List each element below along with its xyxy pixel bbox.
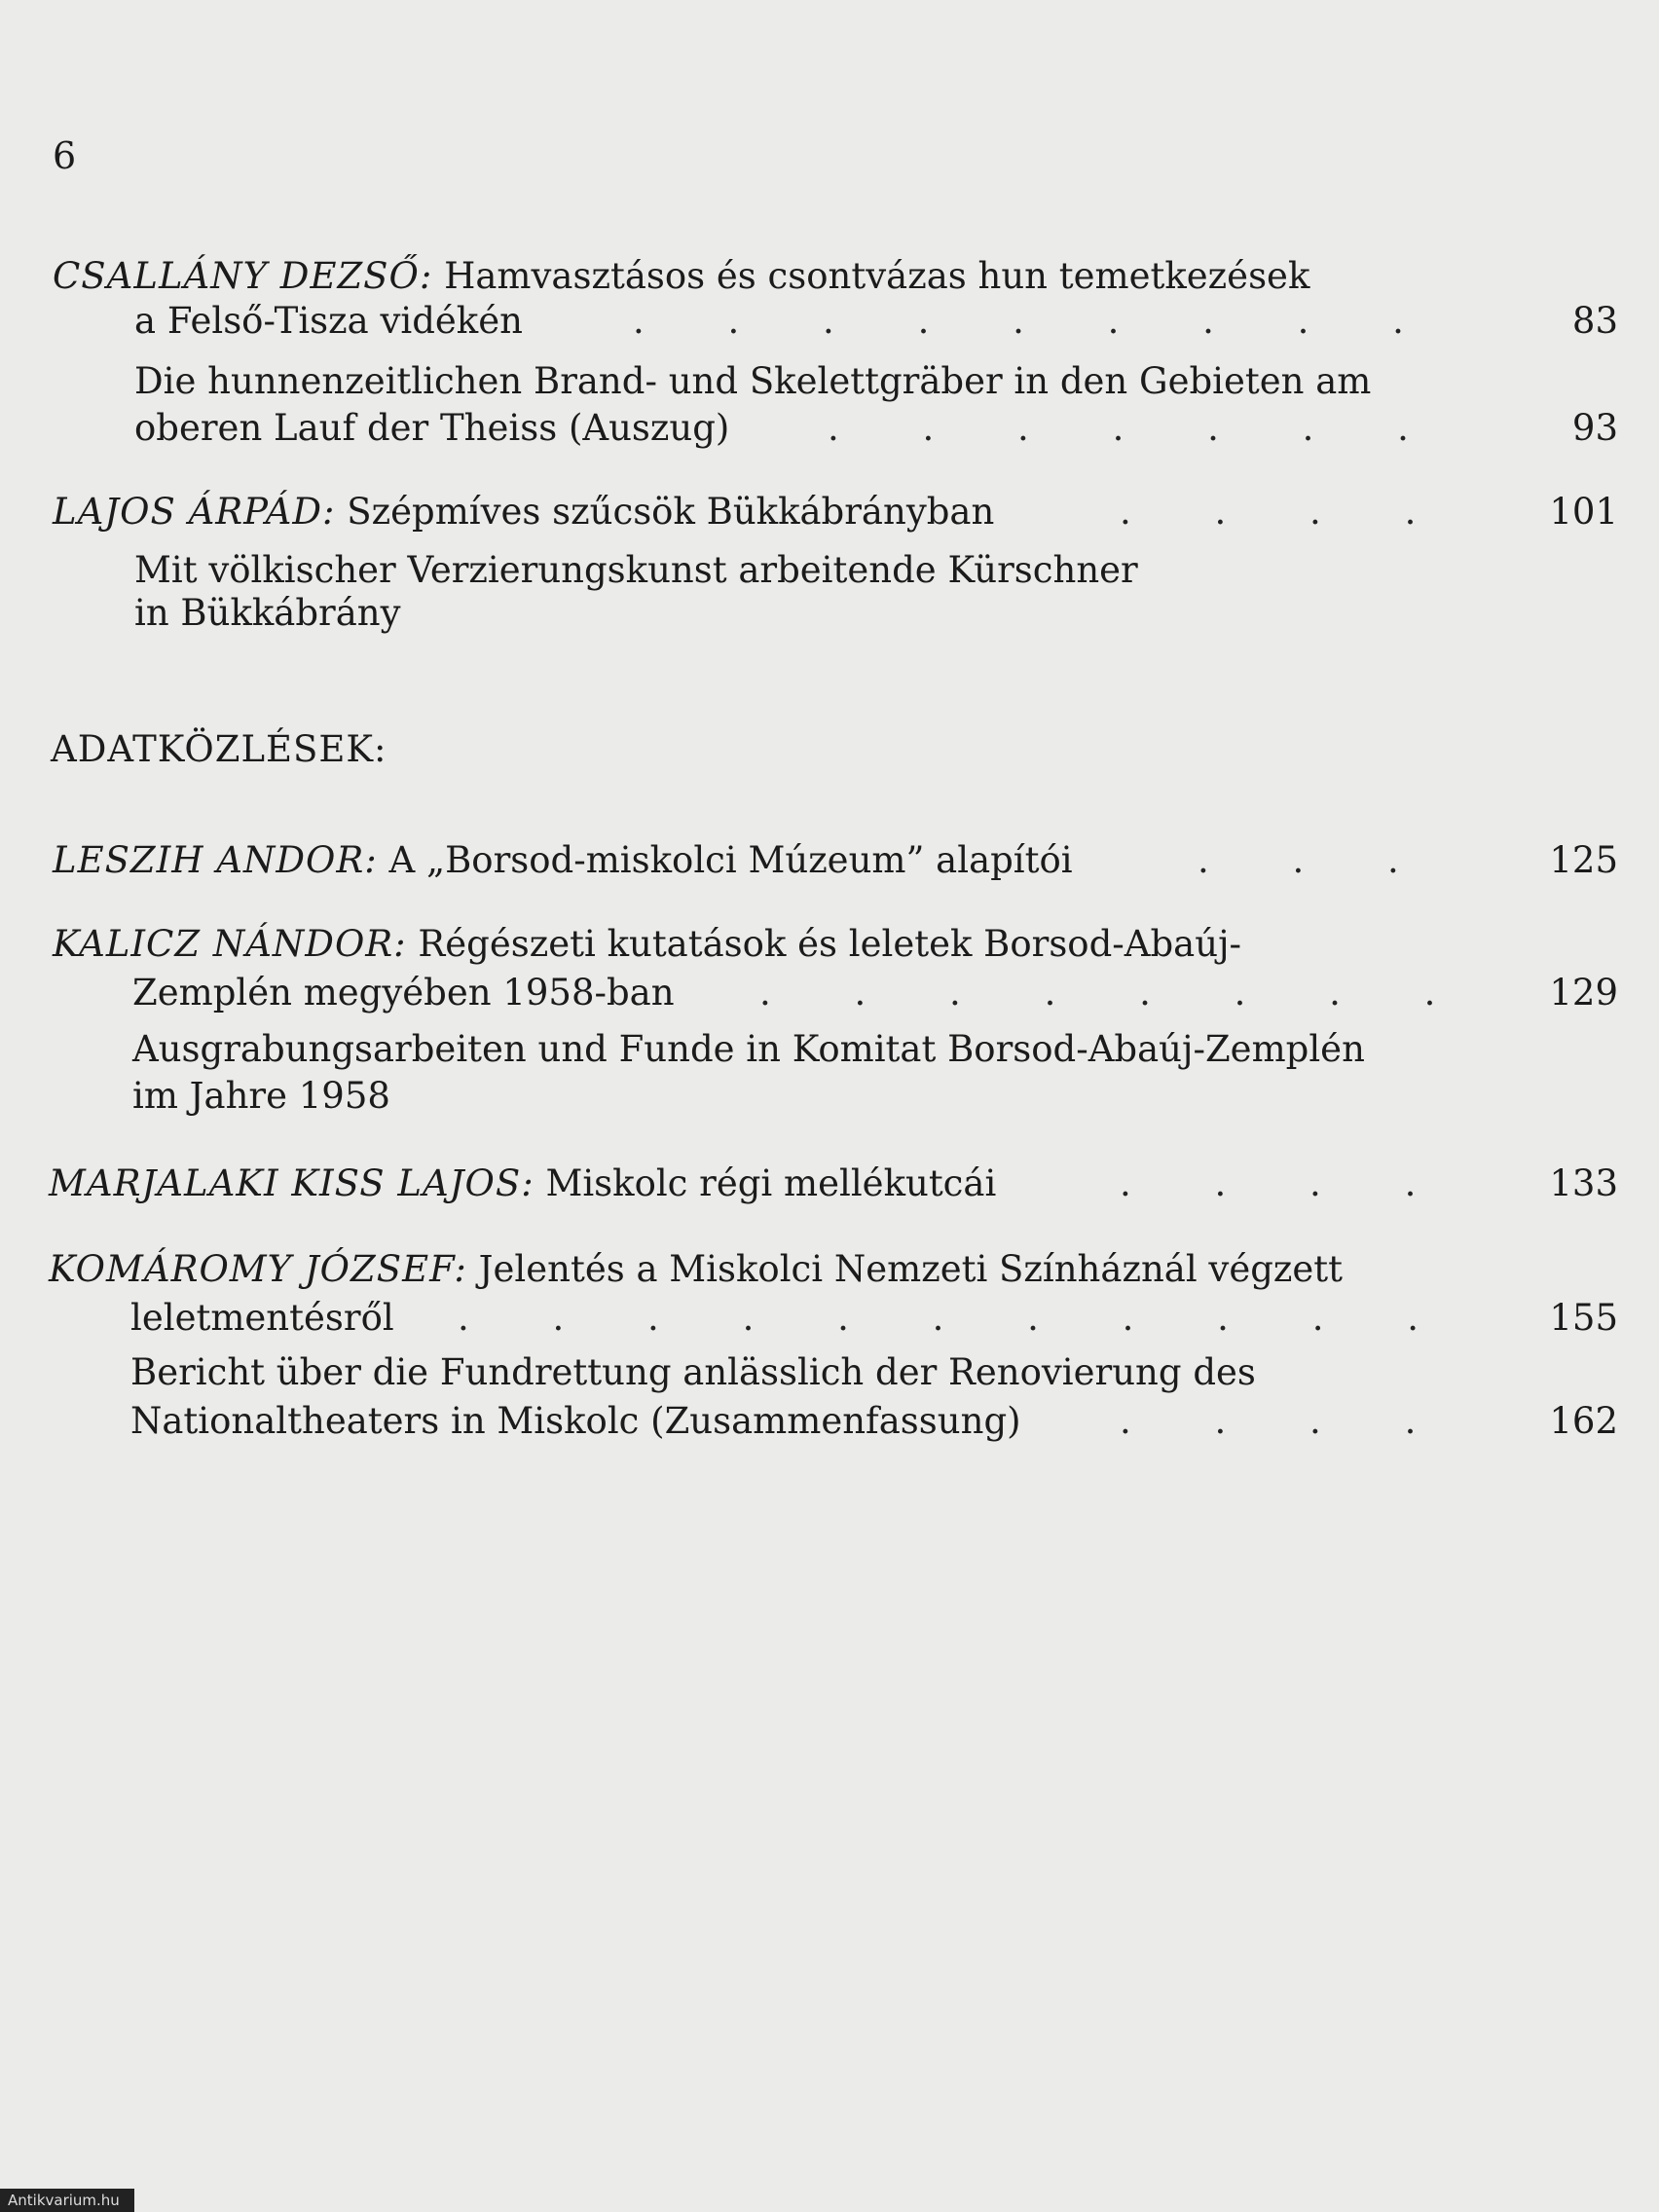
toc-line [0, 1024, 1659, 1075]
entry-title: A „Borsod-miskolci Múzeum” alapítói [388, 839, 1073, 881]
entry-title: Régészeti kutatások és leletek Borsod-Abaúj- [418, 923, 1242, 965]
entry-title: Miskolc régi mellékutcái [545, 1162, 997, 1204]
toc-line [0, 1293, 1659, 1344]
leader-dots: . . . [1198, 839, 1435, 881]
entry-title-cont: Zemplén megyében 1958-ban [132, 972, 675, 1014]
watermark-footer: Antikvarium.hu [0, 2189, 134, 2212]
toc-line [0, 588, 1659, 639]
toc-line [0, 356, 1659, 407]
toc-line [0, 403, 1659, 454]
entry-title: Jelentés a Miskolci Nemzeti Színháznál végzett [478, 1248, 1344, 1290]
toc-line [0, 251, 1659, 302]
toc-line [0, 1159, 1659, 1209]
entry-page: 129 [1549, 972, 1618, 1014]
toc-line [0, 487, 1659, 537]
toc-line [0, 968, 1659, 1018]
leader-dots: . . . . [1120, 1400, 1453, 1442]
entry-page: 101 [1549, 491, 1618, 533]
entry-page: 83 [1571, 300, 1618, 342]
entry-title: Hamvasztásos és csontvázas hun temetkezések [444, 255, 1310, 297]
entry-author: LAJOS ÁRPÁD: [53, 491, 336, 533]
entry-page: 155 [1549, 1297, 1618, 1339]
toc-line [0, 1244, 1659, 1295]
leader-dots: . . . . [1120, 491, 1453, 533]
toc-line [0, 1347, 1659, 1398]
toc-line [0, 835, 1659, 886]
entry-author: LESZIH ANDOR: [53, 839, 378, 881]
toc-line [0, 919, 1659, 970]
entry-subtitle: Ausgrabungsarbeiten und Funde in Komitat Borsod-Abaúj-Zemplén [132, 1028, 1365, 1070]
entry-page: 125 [1549, 839, 1618, 881]
entry-title-cont: Nationaltheaters in Miskolc (Zusammenfassung) [130, 1400, 1021, 1442]
page-number: 6 [53, 134, 77, 177]
entry-title-cont: oberen Lauf der Theiss (Auszug) [134, 407, 730, 449]
toc-line [0, 296, 1659, 347]
entry-subtitle: Die hunnenzeitlichen Brand- und Skelettgräber in den Gebieten am [134, 360, 1372, 402]
entry-page: 93 [1571, 407, 1618, 449]
leader-dots: . . . . . . . . . . . [458, 1297, 1455, 1339]
leader-dots: . . . . . . . [828, 407, 1445, 449]
leader-dots: . . . . [1120, 1162, 1453, 1204]
entry-title-cont: im Jahre 1958 [132, 1075, 390, 1117]
entry-title-cont: leletmentésről [130, 1297, 394, 1339]
entry-title-cont: in Bükkábrány [134, 592, 401, 634]
toc-line [0, 1396, 1659, 1447]
entry-author: CSALLÁNY DEZSŐ: [53, 255, 433, 297]
entry-author: KALICZ NÁNDOR: [53, 923, 407, 965]
entry-author: MARJALAKI KISS LAJOS: [49, 1162, 535, 1204]
leader-dots: . . . . . . . . . [633, 300, 1440, 342]
entry-title-cont: a Felső-Tisza vidékén [134, 300, 523, 342]
entry-page: 133 [1549, 1162, 1618, 1204]
entry-subtitle: Bericht über die Fundrettung anlässlich der Renovierung des [130, 1351, 1256, 1393]
entry-author: KOMÁROMY JÓZSEF: [49, 1248, 467, 1290]
leader-dots: . . . . . . . . [759, 972, 1472, 1014]
toc-line [0, 1071, 1659, 1122]
entry-subtitle: Mit völkischer Verzierungskunst arbeitende Kürschner [134, 549, 1138, 591]
section-heading: ADATKÖZLÉSEK: [51, 728, 387, 770]
entry-title: Szépmíves szűcsök Bükkábrányban [347, 491, 995, 533]
entry-page: 162 [1549, 1400, 1618, 1442]
